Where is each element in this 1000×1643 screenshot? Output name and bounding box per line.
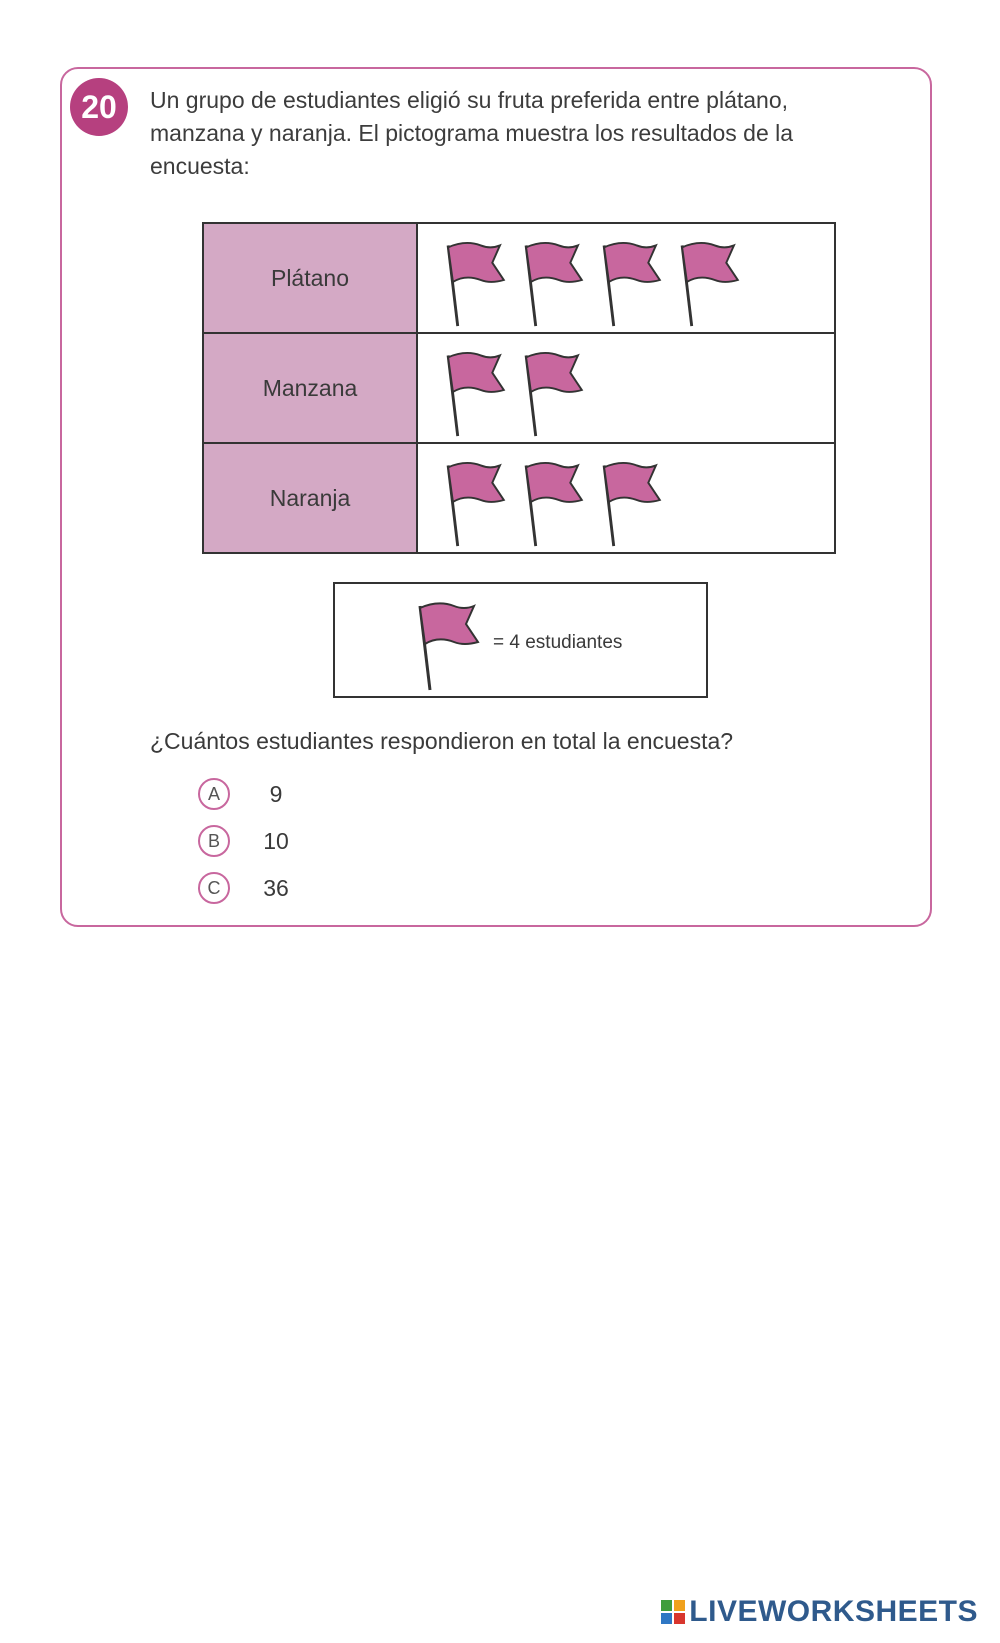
flag-icon — [670, 232, 748, 328]
pictogram-label: Naranja — [204, 444, 418, 552]
pictogram-key — [333, 582, 708, 698]
option-letter[interactable]: A — [198, 778, 230, 810]
option-value: 10 — [263, 827, 289, 854]
flag-icon — [514, 342, 592, 438]
pictogram-row-platano — [204, 224, 834, 334]
flag-icon — [592, 452, 670, 548]
option-letter[interactable]: B — [198, 825, 230, 857]
pictogram-flags — [418, 444, 834, 552]
flag-icon — [514, 232, 592, 328]
option-b[interactable] — [198, 825, 296, 857]
brand-text: LIVEWORKSHEETS — [689, 1595, 978, 1628]
pictogram-table — [202, 222, 836, 554]
pictogram-label: Plátano — [204, 224, 418, 332]
flag-icon — [592, 232, 670, 328]
flag-icon — [407, 592, 489, 692]
option-letter[interactable]: C — [198, 872, 230, 904]
option-value: 36 — [263, 874, 289, 901]
key-label: = 4 estudiantes — [493, 632, 623, 653]
pictogram-row-manzana — [204, 334, 834, 444]
question-number: 20 — [70, 78, 128, 136]
option-a[interactable] — [198, 778, 296, 810]
pictogram-flags — [418, 224, 834, 332]
liveworksheets-logo — [661, 1595, 978, 1629]
flag-icon — [436, 232, 514, 328]
flag-icon — [436, 452, 514, 548]
pictogram-row-naranja — [204, 444, 834, 552]
brand-logo-icon — [661, 1600, 685, 1624]
question-prompt: ¿Cuántos estudiantes respondieron en total la encuesta? — [150, 728, 734, 754]
option-c[interactable] — [198, 872, 296, 904]
flag-icon — [436, 342, 514, 438]
pictogram-label: Manzana — [204, 334, 418, 442]
pictogram-flags — [418, 334, 834, 442]
flag-icon — [514, 452, 592, 548]
question-intro: Un grupo de estudiantes eligió su fruta preferida entre plátano, manzana y naranja. El pictograma muestra los resultados de la encuesta: — [150, 87, 794, 179]
option-value: 9 — [269, 780, 283, 807]
